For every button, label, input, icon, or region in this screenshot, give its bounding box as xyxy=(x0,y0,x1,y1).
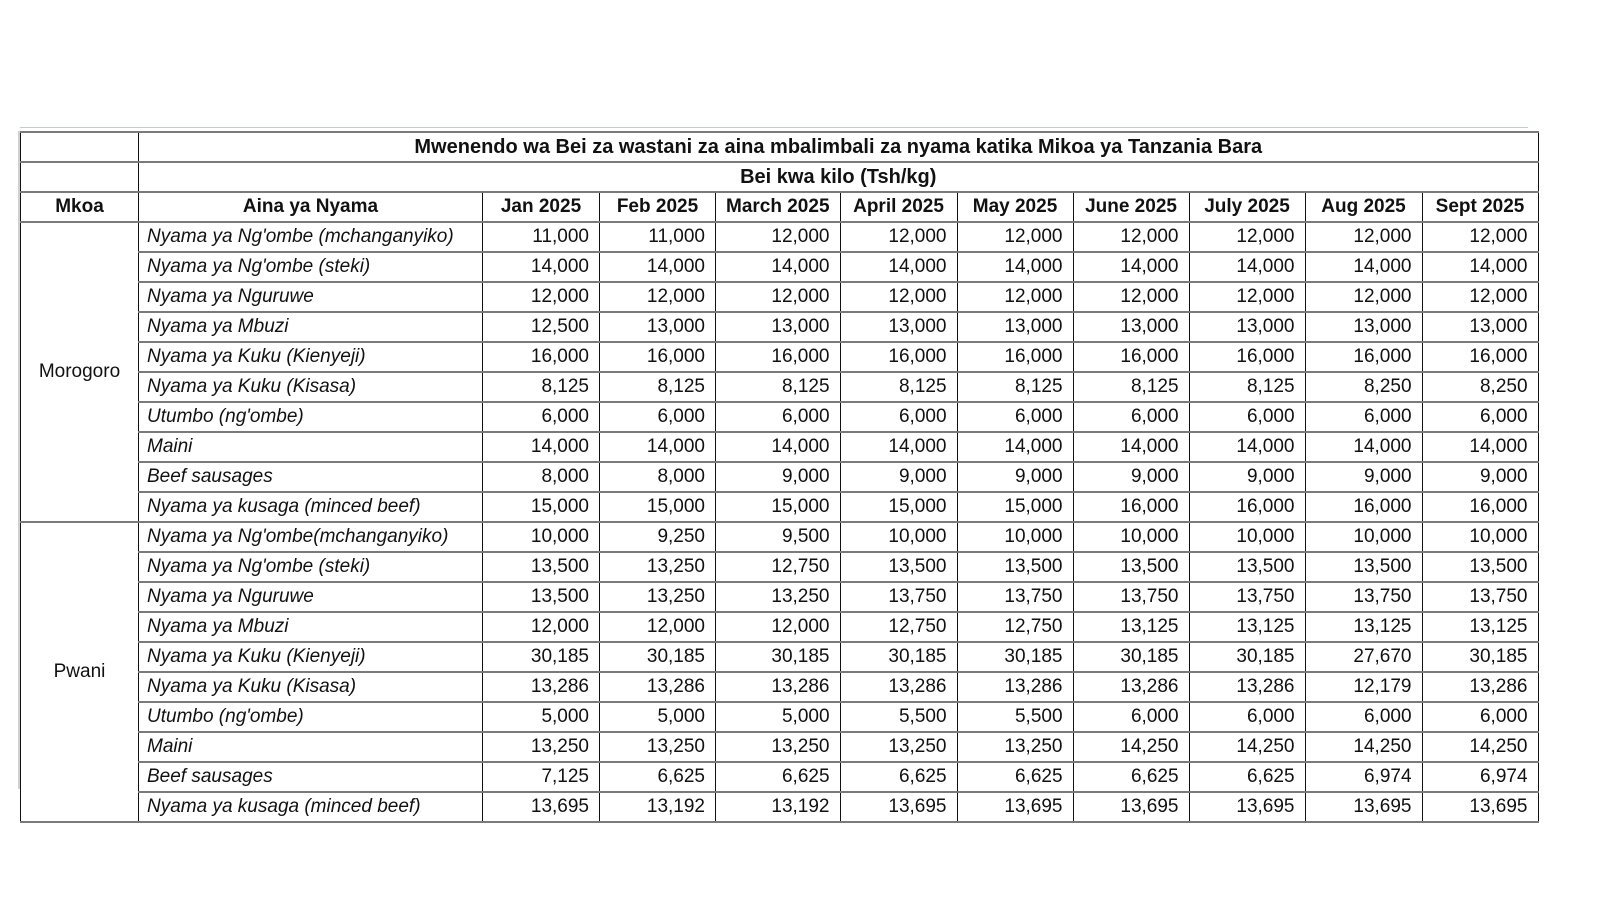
price-cell: 9,000 xyxy=(1422,462,1538,492)
price-cell: 14,000 xyxy=(840,432,957,462)
table-row xyxy=(21,582,1539,612)
price-cell: 13,750 xyxy=(957,582,1073,612)
table-row xyxy=(21,732,1539,762)
price-cell: 13,192 xyxy=(600,792,716,822)
price-cell: 12,000 xyxy=(840,282,957,312)
subtitle-row xyxy=(21,162,1539,192)
price-cell: 12,750 xyxy=(840,612,957,642)
price-cell: 6,625 xyxy=(1189,762,1305,792)
price-cell: 15,000 xyxy=(716,492,841,522)
table-row xyxy=(21,552,1539,582)
meat-type-cell: Nyama ya kusaga (minced beef) xyxy=(139,792,483,822)
price-cell: 10,000 xyxy=(957,522,1073,552)
price-cell: 6,000 xyxy=(957,402,1073,432)
price-cell: 6,974 xyxy=(1422,762,1538,792)
price-cell: 13,250 xyxy=(600,732,716,762)
header-month: April 2025 xyxy=(840,192,957,222)
meat-type-cell: Nyama ya kusaga (minced beef) xyxy=(139,492,483,522)
price-cell: 10,000 xyxy=(1073,522,1189,552)
price-cell: 6,000 xyxy=(1189,402,1305,432)
meat-type-cell: Nyama ya Kuku (Kisasa) xyxy=(139,672,483,702)
price-cell: 16,000 xyxy=(1305,492,1422,522)
price-cell: 13,250 xyxy=(600,582,716,612)
meat-type-cell: Maini xyxy=(139,432,483,462)
price-cell: 15,000 xyxy=(840,492,957,522)
meat-type-cell: Nyama ya Ng'ombe(mchanganyiko) xyxy=(139,522,483,552)
title-row xyxy=(21,132,1539,162)
table-row xyxy=(21,762,1539,792)
price-cell: 27,670 xyxy=(1305,642,1422,672)
price-cell: 6,625 xyxy=(840,762,957,792)
price-cell: 13,500 xyxy=(840,552,957,582)
table-row xyxy=(21,612,1539,642)
price-cell: 12,750 xyxy=(957,612,1073,642)
price-cell: 13,695 xyxy=(840,792,957,822)
meat-type-cell: Nyama ya Ng'ombe (steki) xyxy=(139,552,483,582)
price-cell: 6,974 xyxy=(1305,762,1422,792)
price-cell: 12,750 xyxy=(716,552,841,582)
table-row xyxy=(21,372,1539,402)
table-row xyxy=(21,522,1539,552)
price-cell: 13,000 xyxy=(1189,312,1305,342)
table-row xyxy=(21,282,1539,312)
price-cell: 13,500 xyxy=(1305,552,1422,582)
price-cell: 13,286 xyxy=(716,672,841,702)
price-cell: 10,000 xyxy=(840,522,957,552)
price-cell: 6,000 xyxy=(1305,702,1422,732)
table-row xyxy=(21,312,1539,342)
price-cell: 14,000 xyxy=(1189,432,1305,462)
price-cell: 16,000 xyxy=(1073,342,1189,372)
price-cell: 11,000 xyxy=(483,222,600,252)
price-cell: 12,000 xyxy=(1073,222,1189,252)
price-cell: 13,500 xyxy=(1189,552,1305,582)
table-row xyxy=(21,462,1539,492)
price-cell: 14,000 xyxy=(1189,252,1305,282)
region-cell: Pwani xyxy=(21,522,139,822)
price-cell: 8,125 xyxy=(840,372,957,402)
price-cell: 14,000 xyxy=(716,432,841,462)
price-cell: 16,000 xyxy=(1189,492,1305,522)
price-cell: 13,000 xyxy=(1305,312,1422,342)
price-cell: 16,000 xyxy=(1422,342,1538,372)
price-cell: 13,750 xyxy=(1189,582,1305,612)
price-cell: 12,000 xyxy=(1189,282,1305,312)
price-cell: 13,695 xyxy=(1305,792,1422,822)
price-cell: 14,250 xyxy=(1189,732,1305,762)
price-cell: 13,250 xyxy=(483,732,600,762)
price-cell: 9,000 xyxy=(1073,462,1189,492)
blank-cell xyxy=(21,132,139,162)
header-month: Jan 2025 xyxy=(483,192,600,222)
price-cell: 13,000 xyxy=(716,312,841,342)
price-cell: 12,000 xyxy=(716,282,841,312)
price-cell: 13,695 xyxy=(1422,792,1538,822)
header-month: May 2025 xyxy=(957,192,1073,222)
meat-type-cell: Nyama ya Nguruwe xyxy=(139,582,483,612)
meat-type-cell: Utumbo (ng'ombe) xyxy=(139,702,483,732)
price-cell: 30,185 xyxy=(1189,642,1305,672)
price-cell: 13,500 xyxy=(957,552,1073,582)
price-cell: 13,750 xyxy=(1305,582,1422,612)
price-cell: 12,000 xyxy=(483,282,600,312)
price-cell: 8,125 xyxy=(716,372,841,402)
price-cell: 14,000 xyxy=(1305,252,1422,282)
price-cell: 8,125 xyxy=(1073,372,1189,402)
price-cell: 6,625 xyxy=(1073,762,1189,792)
meat-type-cell: Nyama ya Mbuzi xyxy=(139,612,483,642)
price-cell: 13,250 xyxy=(716,732,841,762)
price-cell: 13,286 xyxy=(1189,672,1305,702)
header-item: Aina ya Nyama xyxy=(139,192,483,222)
price-cell: 8,125 xyxy=(957,372,1073,402)
price-cell: 8,250 xyxy=(1305,372,1422,402)
price-cell: 14,250 xyxy=(1073,732,1189,762)
price-cell: 8,125 xyxy=(1189,372,1305,402)
price-cell: 13,250 xyxy=(840,732,957,762)
price-cell: 12,000 xyxy=(957,282,1073,312)
meat-type-cell: Nyama ya Kuku (Kienyeji) xyxy=(139,342,483,372)
sheet-top-gridline xyxy=(20,127,1528,128)
price-cell: 13,500 xyxy=(483,552,600,582)
price-cell: 15,000 xyxy=(600,492,716,522)
price-cell: 6,625 xyxy=(957,762,1073,792)
price-cell: 8,250 xyxy=(1422,372,1538,402)
price-cell: 14,000 xyxy=(957,432,1073,462)
price-cell: 12,500 xyxy=(483,312,600,342)
price-cell: 8,125 xyxy=(483,372,600,402)
meat-type-cell: Nyama ya Kuku (Kisasa) xyxy=(139,372,483,402)
price-cell: 13,750 xyxy=(840,582,957,612)
table-row xyxy=(21,492,1539,522)
table-row xyxy=(21,402,1539,432)
meat-type-cell: Utumbo (ng'ombe) xyxy=(139,402,483,432)
price-cell: 12,000 xyxy=(1422,282,1538,312)
price-cell: 14,250 xyxy=(1305,732,1422,762)
price-cell: 12,000 xyxy=(1073,282,1189,312)
meat-type-cell: Nyama ya Nguruwe xyxy=(139,282,483,312)
header-month: Feb 2025 xyxy=(600,192,716,222)
meat-type-cell: Beef sausages xyxy=(139,762,483,792)
price-cell: 6,000 xyxy=(1073,402,1189,432)
price-cell: 13,250 xyxy=(600,552,716,582)
price-cell: 14,000 xyxy=(1422,252,1538,282)
price-cell: 7,125 xyxy=(483,762,600,792)
price-cell: 12,000 xyxy=(957,222,1073,252)
table-title: Mwenendo wa Bei za wastani za aina mbalimbali za nyama katika Mikoa ya Tanzania Bara xyxy=(139,132,1539,162)
price-cell: 6,000 xyxy=(1422,402,1538,432)
price-cell: 12,000 xyxy=(1422,222,1538,252)
price-cell: 13,125 xyxy=(1305,612,1422,642)
price-cell: 6,000 xyxy=(1422,702,1538,732)
price-cell: 6,000 xyxy=(483,402,600,432)
price-cell: 6,000 xyxy=(1305,402,1422,432)
price-cell: 13,286 xyxy=(840,672,957,702)
price-cell: 6,625 xyxy=(716,762,841,792)
price-cell: 14,000 xyxy=(840,252,957,282)
price-cell: 16,000 xyxy=(1305,342,1422,372)
price-cell: 10,000 xyxy=(483,522,600,552)
price-cell: 14,000 xyxy=(600,432,716,462)
price-cell: 8,000 xyxy=(600,462,716,492)
price-cell: 16,000 xyxy=(840,342,957,372)
price-cell: 30,185 xyxy=(716,642,841,672)
price-cell: 16,000 xyxy=(1073,492,1189,522)
header-month: June 2025 xyxy=(1073,192,1189,222)
price-cell: 14,000 xyxy=(1073,252,1189,282)
header-month: July 2025 xyxy=(1189,192,1305,222)
price-cell: 13,500 xyxy=(483,582,600,612)
price-cell: 12,000 xyxy=(600,282,716,312)
price-cell: 12,000 xyxy=(716,612,841,642)
price-cell: 10,000 xyxy=(1422,522,1538,552)
price-cell: 14,000 xyxy=(1073,432,1189,462)
price-cell: 16,000 xyxy=(1189,342,1305,372)
table-row xyxy=(21,252,1539,282)
price-cell: 14,000 xyxy=(957,252,1073,282)
price-cell: 16,000 xyxy=(716,342,841,372)
meat-type-cell: Nyama ya Kuku (Kienyeji) xyxy=(139,642,483,672)
price-cell: 30,185 xyxy=(483,642,600,672)
price-cell: 30,185 xyxy=(1073,642,1189,672)
price-cell: 6,000 xyxy=(1073,702,1189,732)
price-cell: 14,000 xyxy=(483,432,600,462)
price-cell: 8,125 xyxy=(600,372,716,402)
price-cell: 9,000 xyxy=(1189,462,1305,492)
price-cell: 15,000 xyxy=(957,492,1073,522)
price-cell: 14,000 xyxy=(716,252,841,282)
price-cell: 12,179 xyxy=(1305,672,1422,702)
price-cell: 14,000 xyxy=(483,252,600,282)
price-cell: 13,000 xyxy=(840,312,957,342)
meat-type-cell: Nyama ya Ng'ombe (steki) xyxy=(139,252,483,282)
price-cell: 16,000 xyxy=(483,342,600,372)
price-cell: 30,185 xyxy=(1422,642,1538,672)
price-cell: 13,286 xyxy=(957,672,1073,702)
price-cell: 14,250 xyxy=(1422,732,1538,762)
price-table xyxy=(20,131,1539,823)
price-cell: 6,000 xyxy=(716,402,841,432)
price-cell: 9,500 xyxy=(716,522,841,552)
price-cell: 13,286 xyxy=(1073,672,1189,702)
price-cell: 10,000 xyxy=(1305,522,1422,552)
price-cell: 13,000 xyxy=(600,312,716,342)
price-cell: 13,750 xyxy=(1422,582,1538,612)
price-cell: 30,185 xyxy=(600,642,716,672)
price-cell: 14,000 xyxy=(1422,432,1538,462)
blank-cell xyxy=(21,162,139,192)
price-cell: 5,000 xyxy=(716,702,841,732)
price-cell: 13,125 xyxy=(1422,612,1538,642)
price-cell: 9,000 xyxy=(716,462,841,492)
header-month: Aug 2025 xyxy=(1305,192,1422,222)
price-cell: 13,500 xyxy=(1422,552,1538,582)
price-cell: 13,250 xyxy=(957,732,1073,762)
price-cell: 13,286 xyxy=(483,672,600,702)
meat-type-cell: Nyama ya Mbuzi xyxy=(139,312,483,342)
price-cell: 12,000 xyxy=(1305,222,1422,252)
table-row xyxy=(21,642,1539,672)
price-cell: 8,000 xyxy=(483,462,600,492)
price-cell: 13,125 xyxy=(1073,612,1189,642)
meat-type-cell: Beef sausages xyxy=(139,462,483,492)
price-cell: 30,185 xyxy=(957,642,1073,672)
price-cell: 16,000 xyxy=(1422,492,1538,522)
price-cell: 13,695 xyxy=(483,792,600,822)
price-cell: 14,000 xyxy=(600,252,716,282)
meat-type-cell: Maini xyxy=(139,732,483,762)
price-cell: 16,000 xyxy=(600,342,716,372)
column-header-row xyxy=(21,192,1539,222)
table-row xyxy=(21,672,1539,702)
price-cell: 13,000 xyxy=(957,312,1073,342)
price-cell: 13,695 xyxy=(957,792,1073,822)
price-cell: 13,125 xyxy=(1189,612,1305,642)
table-row xyxy=(21,432,1539,462)
price-cell: 30,185 xyxy=(840,642,957,672)
price-cell: 12,000 xyxy=(600,612,716,642)
meat-type-cell: Nyama ya Ng'ombe (mchanganyiko) xyxy=(139,222,483,252)
price-cell: 12,000 xyxy=(840,222,957,252)
price-cell: 9,250 xyxy=(600,522,716,552)
price-cell: 5,000 xyxy=(600,702,716,732)
price-cell: 6,000 xyxy=(600,402,716,432)
price-cell: 12,000 xyxy=(1305,282,1422,312)
price-cell: 13,000 xyxy=(1422,312,1538,342)
price-cell: 16,000 xyxy=(957,342,1073,372)
price-cell: 14,000 xyxy=(1305,432,1422,462)
table-body xyxy=(21,222,1539,822)
header-month: March 2025 xyxy=(716,192,841,222)
price-cell: 15,000 xyxy=(483,492,600,522)
price-cell: 10,000 xyxy=(1189,522,1305,552)
header-month: Sept 2025 xyxy=(1422,192,1538,222)
price-cell: 5,500 xyxy=(957,702,1073,732)
table-row xyxy=(21,792,1539,822)
price-cell: 11,000 xyxy=(600,222,716,252)
price-cell: 5,000 xyxy=(483,702,600,732)
table-row xyxy=(21,222,1539,252)
table-row xyxy=(21,702,1539,732)
price-cell: 9,000 xyxy=(840,462,957,492)
price-cell: 13,286 xyxy=(1422,672,1538,702)
price-cell: 13,750 xyxy=(1073,582,1189,612)
price-cell: 9,000 xyxy=(957,462,1073,492)
price-cell: 13,192 xyxy=(716,792,841,822)
price-cell: 13,695 xyxy=(1073,792,1189,822)
price-cell: 12,000 xyxy=(716,222,841,252)
price-cell: 13,500 xyxy=(1073,552,1189,582)
price-cell: 6,625 xyxy=(600,762,716,792)
price-cell: 12,000 xyxy=(483,612,600,642)
price-cell: 12,000 xyxy=(1189,222,1305,252)
region-cell: Morogoro xyxy=(21,222,139,522)
price-cell: 6,000 xyxy=(840,402,957,432)
price-cell: 6,000 xyxy=(1189,702,1305,732)
table-subtitle: Bei kwa kilo (Tsh/kg) xyxy=(139,162,1539,192)
price-cell: 13,250 xyxy=(716,582,841,612)
price-cell: 13,695 xyxy=(1189,792,1305,822)
price-cell: 9,000 xyxy=(1305,462,1422,492)
price-cell: 13,000 xyxy=(1073,312,1189,342)
price-cell: 13,286 xyxy=(600,672,716,702)
table-row xyxy=(21,342,1539,372)
header-region: Mkoa xyxy=(21,192,139,222)
price-cell: 5,500 xyxy=(840,702,957,732)
